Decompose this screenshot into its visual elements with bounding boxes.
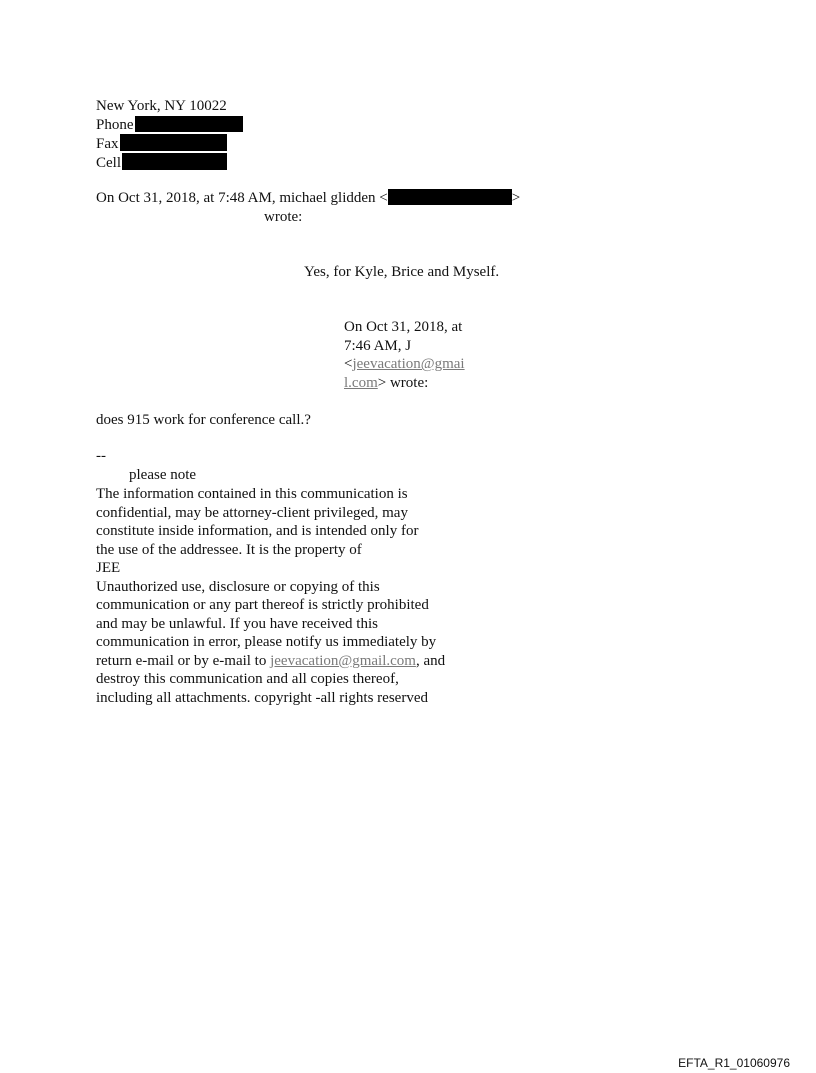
redacted-cell [122,153,227,170]
redacted-phone [135,116,243,132]
disclaimer-line: Unauthorized use, disclosure or copying of this [96,578,380,595]
disclaimer-line: constitute inside information, and is intended only for [96,523,419,539]
disclaimer-return-line: return e-mail or by e-mail to jeevacation@gmail.com, and [96,652,446,669]
disclaimer-body [96,485,445,707]
cell-label: Cell [96,154,121,171]
separator: -- [96,448,106,464]
phone-label: Phone [96,116,134,133]
redacted-fax [120,134,227,151]
reply-header-1-wrote: wrote: [264,209,303,225]
document-id: EFTA_R1_01060976 [678,1056,790,1070]
signature-fax-line [96,134,243,153]
email-link-part2[interactable]: l.com [344,374,378,391]
reply-header-2-line2: 7:46 AM, J [344,337,412,354]
redacted-sender-email [388,189,512,205]
disclaimer-line: the use of the addressee. It is the property of [96,541,362,558]
reply-header-2-line4: l.com> wrote: [344,374,429,391]
disclaimer-line: communication in error, please notify us immediately by [96,634,437,650]
disclaimer-line: The information contained in this communication is [96,486,408,502]
signature-phone-line [96,116,243,135]
reply-header-2-line1: On Oct 31, 2018, at [344,319,463,335]
disclaimer-line: including all attachments. copyright -all rights reserved [96,689,428,706]
email-link-part1[interactable]: jeevacation@gmai [352,356,465,372]
disclaimer-line: JEE [96,560,121,576]
signature-address: New York, NY 10022 [96,98,227,114]
disclaimer-line: and may be unlawful. If you have received this [96,615,378,632]
reply-header-2 [344,318,465,392]
disclaimer-note: please note [129,467,197,483]
disclaimer-line: confidential, may be attorney-client privileged, may [96,504,408,521]
reply-body-1: Yes, for Kyle, Brice and Myself. [304,264,500,280]
fax-label: Fax [96,136,119,152]
disclaimer-email-link[interactable]: jeevacation@gmail.com [270,652,416,669]
message-question: does 915 work for conference call.? [96,412,311,428]
disclaimer-line: communication or any part thereof is strictly prohibited [96,597,429,613]
reply-header-1 [96,189,520,208]
signature-block [96,97,243,171]
reply-header-1-prefix: On Oct 31, 2018, at 7:48 AM, michael glidden < [96,190,388,206]
reply-header-1-suffix: > [511,190,521,206]
signature-cell-line [96,153,243,172]
reply-header-2-line3: <jeevacation@gmai [344,356,465,372]
disclaimer-line: destroy this communication and all copies thereof, [96,671,399,687]
